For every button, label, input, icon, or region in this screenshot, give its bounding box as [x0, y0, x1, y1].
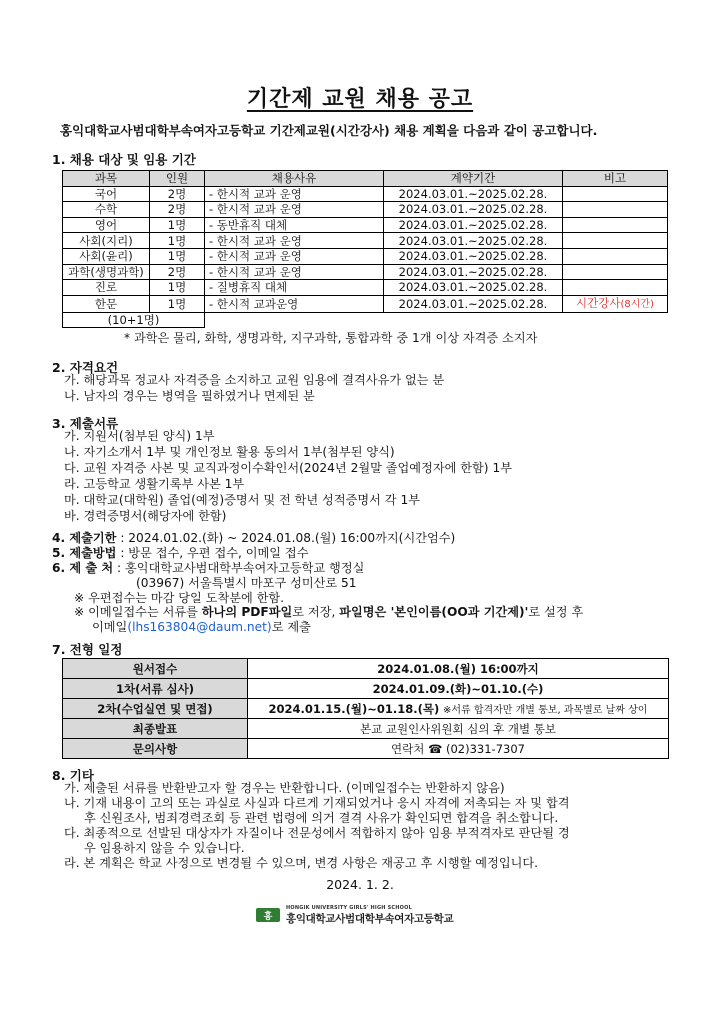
- schedule-row: [63, 739, 669, 759]
- document-item: 나. 자기소개서 1부 및 개인정보 활용 동의서 1부(첨부된 양식): [64, 445, 395, 459]
- deadline-line: [52, 530, 455, 546]
- cell-note: [563, 295, 668, 312]
- cell-period: 2024.03.01.~2025.02.28.: [384, 186, 563, 202]
- schedule-value: 연락처 ☎ (02)331-7307: [248, 739, 669, 759]
- cell-subject: 진로: [63, 280, 150, 296]
- cell-note: [563, 186, 668, 202]
- header-reason: 채용사유: [205, 171, 384, 187]
- email-note: [74, 604, 583, 620]
- qualification-item: 가. 해당과목 정교사 자격증을 소지하고 교원 임용에 결격사유가 없는 분: [64, 373, 445, 387]
- email-label: 이메일: [92, 620, 128, 634]
- cell-reason: - 한시적 교과 운영: [205, 186, 384, 202]
- cell-period: 2024.03.01.~2025.02.28.: [384, 248, 563, 264]
- schedule-row: [63, 679, 669, 699]
- email-address-link[interactable]: (lhs163804@daum.net): [127, 620, 272, 634]
- school-name-en: HONGIK UNIVERSITY GIRLS' HIGH SCHOOL: [286, 904, 412, 911]
- table-row: [63, 295, 668, 312]
- method-value: : 방문 접수, 우편 접수, 이메일 접수: [120, 546, 309, 560]
- cell-reason: - 한시적 교과 운영: [205, 233, 384, 249]
- cell-period: 2024.03.01.~2025.02.28.: [384, 295, 563, 312]
- cell-count: 1명: [150, 295, 205, 312]
- cell-period: 2024.03.01.~2025.02.28.: [384, 233, 563, 249]
- email-note-pdf: 하나의 PDF파일: [201, 605, 293, 619]
- schedule-row: [63, 699, 669, 719]
- cell-note: [563, 202, 668, 218]
- document-item: 가. 지원서(첨부된 양식) 1부: [64, 429, 215, 443]
- document-item: 마. 대학교(대학원) 졸업(예정)증명서 및 전 학년 성적증명서 각 1부: [64, 493, 420, 507]
- cell-subject: 수학: [63, 202, 150, 218]
- email-note-a: ※ 이메일접수는 서류를: [74, 605, 202, 619]
- schedule-row: [63, 659, 669, 679]
- cell-count: 1명: [150, 280, 205, 296]
- school-logo-text: [286, 905, 453, 926]
- table-total-row: [63, 312, 668, 328]
- schedule-value: 2024.01.08.(월) 16:00까지: [248, 659, 669, 679]
- science-footnote: * 과학은 물리, 화학, 생명과학, 지구과학, 통합과학 중 1개 이상 자격증 소지자: [124, 331, 538, 345]
- note-sub: (8시간): [620, 298, 654, 310]
- table-row: [63, 202, 668, 218]
- cell-note: [563, 233, 668, 249]
- misc-line: 라. 본 계획은 학교 사정으로 변경될 수 있으며, 변경 사항은 재공고 후 시행할 예정입니다.: [64, 856, 539, 870]
- cell-count: 2명: [150, 264, 205, 280]
- schedule-label: 원서접수: [63, 659, 248, 679]
- cell-subject: 국어: [63, 186, 150, 202]
- schedule-value: 2024.01.15.(월)~01.18.(목): [268, 701, 440, 716]
- cell-period: 2024.03.01.~2025.02.28.: [384, 264, 563, 280]
- header-note: 비고: [563, 171, 668, 187]
- note-main: 시간강사: [576, 295, 621, 310]
- intro-text: 홍익대학교사범대학부속여자고등학교 기간제교원(시간강사) 채용 계획을 다음과 같이 공고합니다.: [60, 123, 598, 138]
- misc-line: 후 신원조사, 범죄경력조회 등 관련 법령에 의거 결격 사유가 확인되면 합격을 취소합니다.: [84, 811, 559, 825]
- cell-note: [563, 248, 668, 264]
- cell-period: 2024.03.01.~2025.02.28.: [384, 202, 563, 218]
- schedule-label: 최종발표: [63, 719, 248, 739]
- cell-count: 2명: [150, 202, 205, 218]
- email-note-filename: 파일명은 '본인이름(OO과 기간제)': [339, 605, 529, 619]
- table-header-row: [63, 171, 668, 187]
- school-emblem-icon: 홍: [256, 908, 280, 922]
- cell-empty: [205, 312, 668, 328]
- misc-line: 가. 제출된 서류를 반환받고자 할 경우는 반환합니다. (이메일접수는 반환하지 않음): [64, 781, 505, 795]
- cell-reason: - 한시적 교과 운영: [205, 248, 384, 264]
- cell-note: [563, 217, 668, 233]
- destination-value: : 홍익대학교사범대학부속여자고등학교 행정실: [117, 561, 365, 575]
- header-subject: 과목: [63, 171, 150, 187]
- schedule-value: 본교 교원인사위원회 심의 후 개별 통보: [248, 719, 669, 739]
- section-3-heading: 3. 제출서류: [52, 416, 119, 431]
- cell-reason: - 질병휴직 대체: [205, 280, 384, 296]
- cell-total: (10+1명): [63, 312, 205, 328]
- deadline-value: : 2024.01.02.(화) ~ 2024.01.08.(월) 16:00까지(시간엄수): [120, 531, 456, 545]
- misc-line: 우 임용하지 않을 수 있습니다.: [84, 841, 245, 855]
- table-row: [63, 233, 668, 249]
- cell-reason: - 한시적 교과운영: [205, 295, 384, 312]
- cell-reason: - 한시적 교과 운영: [205, 202, 384, 218]
- schedule-extra: ※서류 합격자만 개별 통보, 과목별로 날짜 상이: [442, 704, 648, 716]
- deadline-label: 4. 제출기한: [52, 531, 117, 545]
- recruitment-table: [62, 170, 668, 328]
- cell-subject: 사회(윤리): [63, 248, 150, 264]
- table-row: [63, 248, 668, 264]
- schedule-label: 1차(서류 심사): [63, 679, 248, 699]
- email-note-e: 로 설정 후: [528, 605, 584, 619]
- misc-line: 다. 최종적으로 선발된 대상자가 자질이나 전문성에서 적합하지 않아 임용 부적격자로 판단될 경: [64, 826, 570, 840]
- document-item: 라. 고등학교 생활기록부 사본 1부: [64, 477, 245, 491]
- section-8-heading: 8. 기타: [52, 768, 94, 783]
- method-label: 5. 제출방법: [52, 546, 117, 560]
- destination-line: [52, 560, 364, 576]
- school-name-ko: 홍익대학교사범대학부속여자고등학교: [286, 912, 454, 925]
- section-2-heading: 2. 자격요건: [52, 360, 119, 375]
- cell-reason: - 한시적 교과 운영: [205, 264, 384, 280]
- schedule-label: 문의사항: [63, 739, 248, 759]
- schedule-table: [62, 658, 669, 759]
- school-logo: [256, 903, 453, 927]
- cell-count: 1명: [150, 233, 205, 249]
- misc-line: 나. 기재 내용이 고의 또는 과실로 사실과 다르게 기재되었거나 응시 자격에 저촉되는 자 및 합격: [64, 796, 570, 810]
- cell-subject: 영어: [63, 217, 150, 233]
- document-item: 바. 경력증명서(해당자에 한함): [64, 509, 227, 523]
- section-7-heading: 7. 전형 일정: [52, 642, 123, 657]
- document-item: 다. 교원 자격증 사본 및 교직과정이수확인서(2024년 2월말 졸업예정자에 한함) 1부: [64, 461, 512, 475]
- qualification-item: 나. 남자의 경우는 병역을 필하였거나 면제된 분: [64, 389, 315, 403]
- cell-subject: 한문: [63, 295, 150, 312]
- table-row: [63, 264, 668, 280]
- table-row: [63, 280, 668, 296]
- address-line: (03967) 서울특별시 마포구 성미산로 51: [136, 576, 357, 590]
- schedule-value-cell: [248, 699, 669, 719]
- email-address-line: [92, 619, 311, 635]
- cell-count: 1명: [150, 217, 205, 233]
- cell-period: 2024.03.01.~2025.02.28.: [384, 217, 563, 233]
- notice-date: 2024. 1. 2.: [326, 877, 394, 892]
- schedule-label: 2차(수업실연 및 면접): [63, 699, 248, 719]
- destination-label: 6. 제 출 처: [52, 561, 114, 575]
- cell-count: 1명: [150, 248, 205, 264]
- schedule-value: 2024.01.09.(화)~01.10.(수): [248, 679, 669, 699]
- cell-subject: 과학(생명과학): [63, 264, 150, 280]
- table-row: [63, 186, 668, 202]
- method-line: [52, 545, 308, 561]
- cell-count: 2명: [150, 186, 205, 202]
- header-period: 계약기간: [384, 171, 563, 187]
- section-1-heading: 1. 채용 대상 및 임용 기간: [52, 152, 196, 167]
- cell-note: [563, 264, 668, 280]
- email-note-c: 로 저장,: [292, 605, 340, 619]
- cell-period: 2024.03.01.~2025.02.28.: [384, 280, 563, 296]
- cell-subject: 사회(지리): [63, 233, 150, 249]
- table-row: [63, 217, 668, 233]
- cell-note: [563, 280, 668, 296]
- page-title: 기간제 교원 채용 공고: [246, 87, 474, 112]
- header-count: 인원: [150, 171, 205, 187]
- cell-reason: - 동반휴직 대체: [205, 217, 384, 233]
- email-submit-text: 로 제출: [271, 620, 311, 634]
- schedule-row: [63, 719, 669, 739]
- postal-note: ※ 우편접수는 마감 당일 도착분에 한함.: [74, 591, 285, 605]
